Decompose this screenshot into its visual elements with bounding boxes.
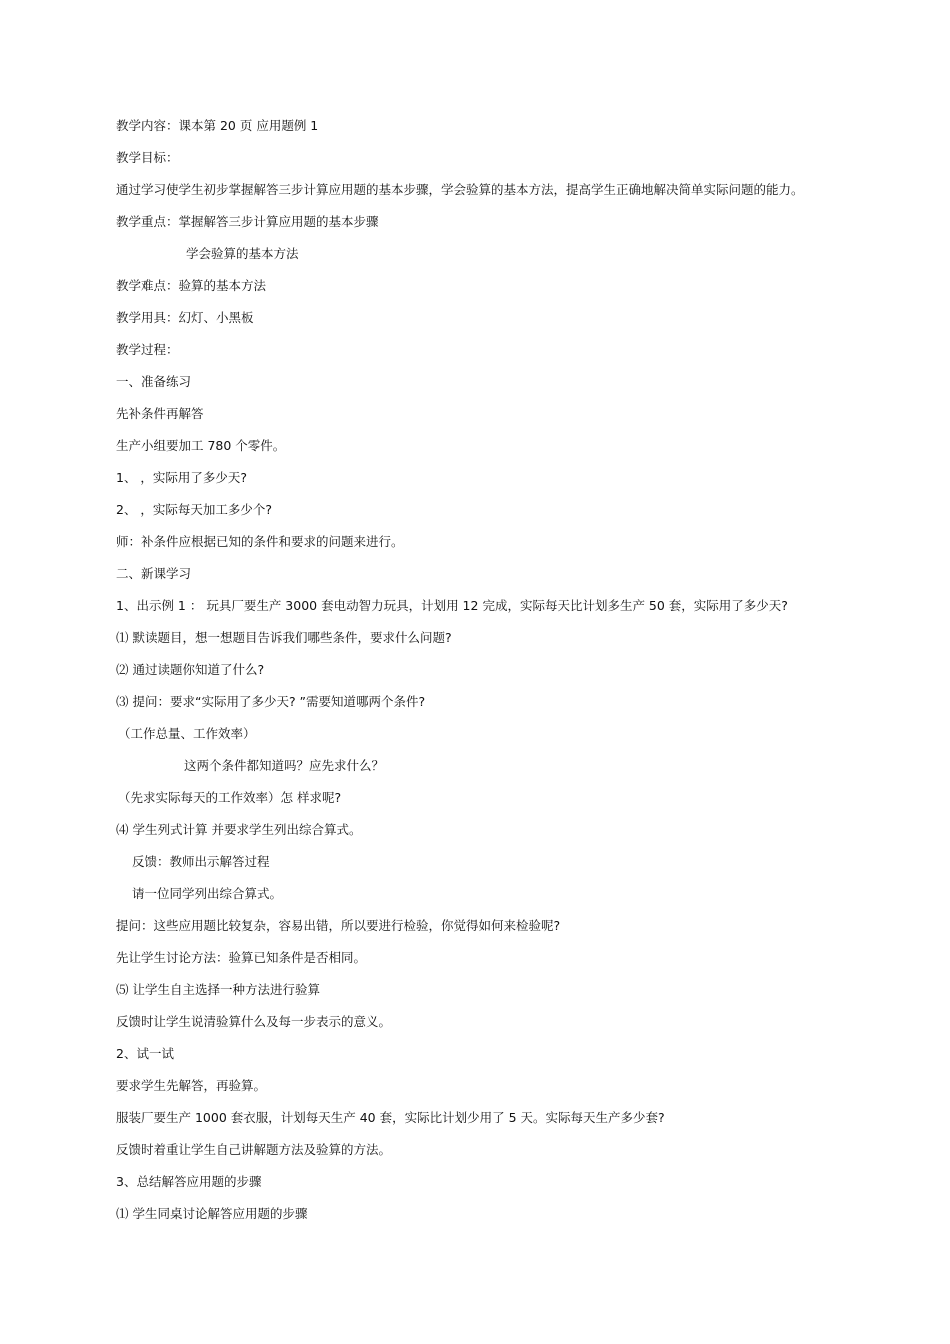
paragraph-line: 先补条件再解答 xyxy=(116,406,204,421)
section-heading-new-lesson: 二、新课学习 xyxy=(116,566,192,581)
paragraph-line: 反馈时让学生说清验算什么及每一步表示的意义。 xyxy=(116,1014,392,1029)
paragraph-line: 反馈时着重让学生自己讲解题方法及验算的方法。 xyxy=(116,1142,392,1157)
teaching-content-line: 教学内容：课本第 20 页 应用题例 1 xyxy=(116,118,319,133)
paragraph-line: 反馈：教师出示解答过程 xyxy=(132,854,270,869)
step-item: ⑸ 让学生自主选择一种方法进行验算 xyxy=(116,982,320,997)
paragraph-line: 师：补条件应根据已知的条件和要求的问题来进行。 xyxy=(116,534,404,549)
practice-problem-line: 服装厂要生产 1000 套衣服，计划每天生产 40 套，实际比计划少用了 5 天。实际每天生产多少套? xyxy=(116,1110,665,1125)
paragraph-line: 请一位同学列出综合算式。 xyxy=(132,886,283,901)
example-problem-line: 1、出示例 1 ： 玩具厂要生产 3000 套电动智力玩具，计划用 12 完成，实际每天比计划多生产 50 套，实际用了多少天? xyxy=(116,598,788,613)
teaching-process-heading: 教学过程： xyxy=(116,342,179,357)
step-item: ⑴ 学生同桌讨论解答应用题的步骤 xyxy=(116,1206,308,1221)
exercise-item-1: 1、 ，实际用了多少天? xyxy=(116,470,248,485)
step-item: ⑵ 通过读题你知道了什么? xyxy=(116,662,265,677)
teaching-difficulty-line: 教学难点：验算的基本方法 xyxy=(116,278,267,293)
section-heading-try: 2、试一试 xyxy=(116,1046,174,1061)
teaching-tools-line: 教学用具：幻灯、小黑板 xyxy=(116,310,254,325)
teaching-goal-heading: 教学目标： xyxy=(116,150,179,165)
exercise-item-2: 2、 ，实际每天加工多少个? xyxy=(116,502,273,517)
step-item: ⑶ 提问：要求“实际用了多少天? ”需要知道哪两个条件? xyxy=(116,694,426,709)
section-heading-summary: 3、总结解答应用题的步骤 xyxy=(116,1174,262,1189)
teaching-focus-continuation: 学会验算的基本方法 xyxy=(186,246,299,261)
paragraph-line: 提问：这些应用题比较复杂，容易出错，所以要进行检验，你觉得如何来检验呢? xyxy=(116,918,561,933)
paragraph-line: （先求实际每天的工作效率）怎 样求呢? xyxy=(118,790,342,805)
paragraph-line: （工作总量、工作效率） xyxy=(118,726,256,741)
section-heading-prep: 一、准备练习 xyxy=(116,374,192,389)
paragraph-line: 要求学生先解答，再验算。 xyxy=(116,1078,267,1093)
paragraph-line: 先让学生讨论方法：验算已知条件是否相同。 xyxy=(116,950,367,965)
step-item: ⑷ 学生列式计算 并要求学生列出综合算式。 xyxy=(116,822,362,837)
paragraph-line: 生产小组要加工 780 个零件。 xyxy=(116,438,286,453)
teaching-goal-text: 通过学习使学生初步掌握解答三步计算应用题的基本步骤，学会验算的基本方法，提高学生正确地解决简单实际问题的能力。 xyxy=(116,182,804,197)
paragraph-line: 这两个条件都知道吗？应先求什么？ xyxy=(184,758,385,773)
teaching-focus-line: 教学重点：掌握解答三步计算应用题的基本步骤 xyxy=(116,214,379,229)
step-item: ⑴ 默读题目，想一想题目告诉我们哪些条件，要求什么问题? xyxy=(116,630,452,645)
